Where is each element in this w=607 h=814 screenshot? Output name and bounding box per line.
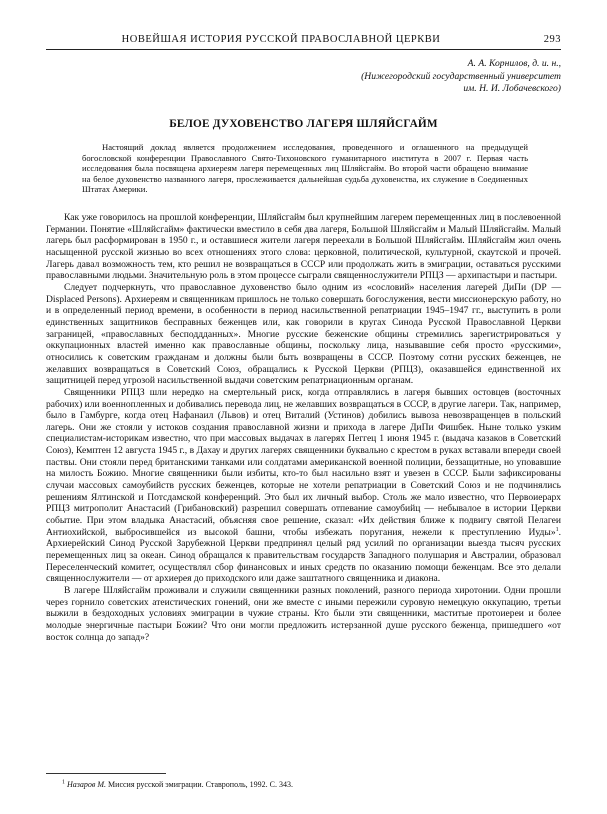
paragraph-3-tail: . Архиерейский Синод Русской Зарубежной Церкви предпринял целый ряд усилий по организации выезда тысяч русских перемещенных лиц за океан. Синод обращался к правительствам государств Западного полушария и Австралии, образовал Переселенческий комитет, осуществлял сбор финансовых и иных средств по оказанию помощи беженцам. Все это делали священнослужители — от архиерея до приходского или даже заштатного священника и диакона. <box>46 526 561 585</box>
paragraph-3 <box>46 387 561 585</box>
running-title: НОВЕЙШАЯ ИСТОРИЯ РУССКОЙ ПРАВОСЛАВНОЙ ЦЕРКВИ <box>121 34 441 45</box>
footnote-author: Назаров М. <box>67 780 107 789</box>
footnote-ref-1[interactable]: 1 <box>555 526 559 533</box>
page-number: 293 <box>543 34 561 45</box>
author-affiliation-line2: им. Н. И. Лобачевского) <box>463 83 561 95</box>
paragraph-3-text: Священники РПЦЗ шли нередко на смертельный риск, когда отправлялись в лагеря бывших остовцев (восточных рабочих) или военнопленных и добивались перевода лиц, не желавших возвращаться в СССР, в другие лагери. Так, например, было в Гамбурге, когда отец Нафанаил (Львов) и отец Виталий (Устинов) добились вывоза невозвращенцев в польский лагерь. Они же стояли у истоков создания православной жизни и прихода в лагере ДиПи Фишбек. Ныне только узким специалистам-историкам известно, что при массовых выдачах в лагерях Пеггец 1 июня 1945 г. (выдача казаков в Советский Союз), Кемптен 12 августа 1945 г., в Дахау и других лагерях священники буквально с крестом в руках вставали впереди своей паствы. Они стояли перед британскими танками или солдатами американской военной полиции, беззащитные, но уповавшие на милость Божию. Многие священники были избиты, кто-то был насильно взят и увезен в СССР. Были зафиксированы случаи массовых самоубийств русских беженцев, которые не хотели репатриации в Советский Союз и не подчинялись решениям Ялтинской и Потсдамской конференций. Это был их личный выбор. Столь же мало известно, что Первоиерарх РПЦЗ митрополит Анастасий (Грибановский) разрешил совершать отпевание самоубийц — небывалое в истории Церкви событие. При этом владыка Анастасий, объясняя свое решение, сказал: «Их действия ближе к подвигу святой Пелагеи Антиохийской, выбросившейся из высокой башни, чтобы избежать поругания, нежели к преступлению Иуды» <box>46 386 561 538</box>
footnote-1 <box>62 780 542 790</box>
footnote-number: 1 <box>62 779 65 786</box>
author-block <box>231 58 561 96</box>
author-name: А. А. Корнилов, д. и. н., <box>467 58 561 69</box>
paragraph-2: Следует подчеркнуть, что православное духовенство было одним из «сословий» населения лагерей ДиПи (DP — Displaced Persons). Архиереям и священникам пришлось не только совершать богослужения, вести миссионерскую работу, но и в определенный период времени, в особенности в период насильственной репатриации 1945–1947 гг., выступить в роли единственных защитников бесправных беженцев или, как говорили в кругах Синода Русской Православной Церкви заграницей, «православных бесподдданных». Многие русские беженские общины стремились зарегистрироваться у оккупационных властей именно как православные общины, поскольку лица, называвшие себя просто «русскими», относились к советским гражданам и должны были быть возвращены в СССР. Поэтому сотни русских беженцев, не желавших возвращаться в Советский Союз, обращались к Русской Церкви (РПЦЗ), оказавшейся единственной их защитницей перед угрозой насильственной выдачи советским репатриационным органам. <box>46 281 561 387</box>
footnote-rule <box>46 773 166 774</box>
author-affiliation-line1: (Нижегородский государственный университет <box>361 70 561 82</box>
abstract: Настоящий доклад является продолжением исследования, проведенного и оглашенного на предыдущей богословской конференции Православного Свято-Тихоновского гуманитарного института в 2007 г. Первая часть исследования была посвящена архиереям лагеря перемещенных лиц Шляйсгайм. Во второй части обращено внимание на белое духовенство названного лагеря, прослеживается дальнейшая судьба духовенства, их служение в Соединенных Штатах Америки. <box>82 142 528 195</box>
footnote-text: Миссия русской эмиграции. Ставрополь, 1992. С. 343. <box>108 780 293 789</box>
article-title: БЕЛОЕ ДУХОВЕНСТВО ЛАГЕРЯ ШЛЯЙСГАЙМ <box>169 118 438 130</box>
body-text <box>46 212 561 643</box>
running-head <box>46 33 561 50</box>
paragraph-4: В лагере Шляйсгайм проживали и служили священники разных поколений, разного периода хиротонии. Одни прошли через горнило советских атеистических гонений, они же вместе с иными пережили суровую немецкую оккупацию, третьи выжили в бездоходных условиях эмиграции в чужие страны. Кто были эти священники, маститые протоиереи и более молодые энергичные пастыри Божии? Что они могли предложить истерзанной душе русского беженца, пришедшего «от восток солнца до запад»? <box>46 585 561 643</box>
paragraph-1: Как уже говорилось на прошлой конференции, Шляйсгайм был крупнейшим лагерем перемещенных лиц в послевоенной Германии. Понятие «Шляйсгайм» фактически вместило в себя два лагеря, Большой Шляйсгайм и Малый Шляйсгайм. Малый лагерь был расформирован в 1950 г., и оставшиеся жители лагеря переехали в Большой Шляйсгайм. Шляйсгайм жил очень насыщенной русской жизнью во всех отношениях этого слова: церковной, политической, культурной, скаутской и прочей. Лагерь давал возможность тем, кто решил не возвращаться в СССР или продолжать жить в эмиграции, оставаться русскими православными людьми. Значительную роль в этом процессе сыграли священнослужители РПЦЗ — архипастыри и пастыри. <box>46 212 561 282</box>
